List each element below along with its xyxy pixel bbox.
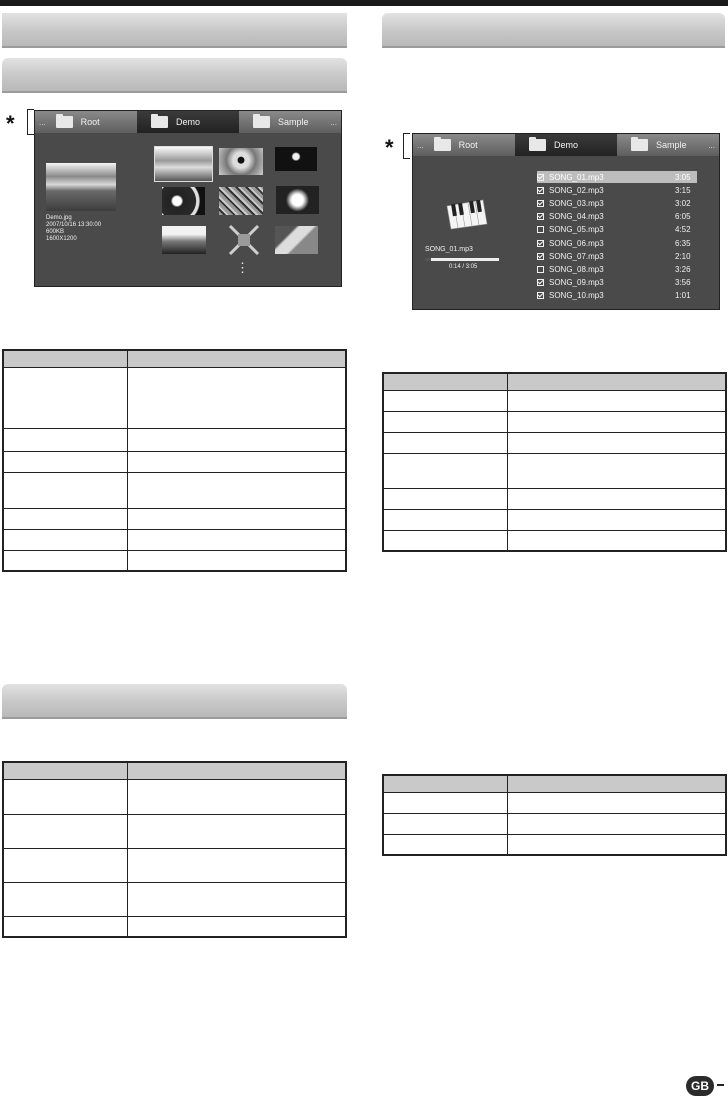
folder-icon [56,116,73,128]
music-browser-screen [412,133,720,310]
table-row [383,489,726,510]
photo-thumbnail[interactable] [276,186,319,214]
playback-time: 0:14 / 3:05 [449,264,478,270]
song-row[interactable] [537,211,697,223]
song-checkbox[interactable] [537,240,544,247]
song-duration: 3:05 [675,172,691,182]
photo-thumbnail[interactable] [219,148,263,175]
table-row [3,917,346,937]
table-header-cell [507,373,726,391]
more-photos-indicator: ⋮ [236,260,249,275]
song-name: SONG_10.mp3 [549,291,604,301]
tab-root[interactable] [35,111,137,133]
photo-thumbnail[interactable] [162,226,206,254]
song-name: SONG_08.mp3 [549,264,604,274]
table-row [3,368,346,429]
table-row [383,412,726,433]
photo-resolution: 1600X1200 [46,236,77,242]
folder-icon [529,139,546,151]
tab-sample-label: Sample [278,117,309,127]
selected-photo-preview [46,163,116,211]
folder-icon [253,116,270,128]
table-header-cell [383,775,507,793]
table-row [3,780,346,815]
tab-root-prefix: ... [417,140,424,150]
photo-filename: Demo.jpg [46,215,72,221]
tab-root-label: Root [80,117,100,127]
folder-icon [631,139,648,151]
page-top-rule [0,0,728,6]
folder-icon [434,139,451,151]
table-row [383,531,726,551]
song-duration: 1:01 [675,291,691,301]
song-name: SONG_02.mp3 [549,185,604,195]
song-duration: 3:56 [675,278,691,288]
song-duration: 6:35 [675,238,691,248]
tab-demo-label: Demo [554,140,579,150]
tab-root-prefix: ... [39,117,46,127]
table-row [383,793,726,814]
tab-sample[interactable] [617,134,719,156]
tab-root-label: Root [458,140,478,150]
photo-thumbnail[interactable] [275,226,318,254]
page-language-badge: GB [686,1076,714,1096]
song-checkbox[interactable] [537,279,544,286]
photo-browser-screen [34,110,342,287]
table-row [3,429,346,452]
table-header-cell [3,350,127,368]
music-screen-bracket [403,133,410,159]
right-table-2 [382,774,727,856]
music-mode-header-bar [382,13,725,48]
photo-mode-header-bar [2,58,347,93]
music-screen-marker: * [385,135,394,160]
piano-icon [443,196,491,230]
song-row[interactable] [537,197,697,209]
tab-demo-label: Demo [176,117,201,127]
table-row [383,814,726,835]
song-duration: 6:05 [675,212,691,222]
left-table-2 [2,761,347,938]
table-row [383,835,726,855]
left-lower-header-bar [2,684,347,719]
song-checkbox[interactable] [537,200,544,207]
photo-thumbnail[interactable] [275,147,317,171]
song-name: SONG_07.mp3 [549,251,604,261]
song-row[interactable] [537,184,697,196]
tab-sample-suffix: ... [330,117,337,127]
photo-screen-bracket [27,109,34,135]
page-number-dash [717,1084,724,1086]
table-row [3,530,346,551]
song-checkbox[interactable] [537,226,544,233]
tab-sample-label: Sample [656,140,687,150]
song-name: SONG_03.mp3 [549,198,604,208]
table-header-row [3,350,346,368]
photo-screen-marker: * [6,111,15,136]
table-row [3,509,346,530]
tab-root[interactable] [413,134,515,156]
song-duration: 2:10 [675,251,691,261]
broken-image-icon [226,222,262,258]
song-row[interactable] [537,237,697,249]
table-header-cell [127,762,346,780]
song-row[interactable] [537,290,697,302]
table-row [3,815,346,849]
tab-demo[interactable] [137,111,239,133]
table-header-cell [3,762,127,780]
table-header-row [383,373,726,391]
photo-size: 600KB [46,229,65,235]
photo-thumbnail[interactable] [162,187,205,215]
table-row [3,883,346,917]
table-header-cell [383,373,507,391]
table-header-cell [127,350,346,368]
tab-sample-suffix: ... [708,140,715,150]
song-name: SONG_01.mp3 [549,172,604,182]
photo-thumbnail[interactable] [154,146,213,182]
song-duration: 4:52 [675,225,691,235]
table-row [3,849,346,883]
right-table-1 [382,372,727,552]
song-checkbox[interactable] [537,292,544,299]
song-name: SONG_09.mp3 [549,278,604,288]
photo-datetime: 2007/10/16 13:30:00 [46,222,102,228]
table-header-row [3,762,346,780]
table-row [383,391,726,412]
table-row [383,510,726,531]
song-name: SONG_05.mp3 [549,225,604,235]
music-folder-tabs [413,134,719,156]
photo-thumbnail[interactable] [219,187,263,215]
song-row[interactable] [537,277,697,289]
song-row[interactable] [537,250,697,262]
table-header-row [383,775,726,793]
tab-sample[interactable] [239,111,341,133]
song-checkbox[interactable] [537,213,544,220]
playback-progress-bar[interactable] [425,258,499,261]
left-table-1 [2,349,347,572]
now-playing-title: SONG_01.mp3 [425,246,473,253]
song-row[interactable] [537,224,697,236]
song-checkbox[interactable] [537,174,544,181]
table-row [3,473,346,509]
song-checkbox[interactable] [537,253,544,260]
table-header-cell [507,775,726,793]
table-row [3,551,346,571]
song-duration: 3:26 [675,264,691,274]
photo-folder-tabs [35,111,341,133]
song-checkbox[interactable] [537,266,544,273]
table-row [3,452,346,473]
table-row [383,454,726,489]
tab-demo[interactable] [515,134,617,156]
song-name: SONG_04.mp3 [549,212,604,222]
left-section-header-bar [2,13,347,48]
photo-info [46,215,101,243]
song-duration: 3:02 [675,198,691,208]
song-duration: 3:15 [675,185,691,195]
song-checkbox[interactable] [537,187,544,194]
song-row[interactable] [537,263,697,275]
song-row[interactable] [537,171,697,183]
table-row [383,433,726,454]
folder-icon [151,116,168,128]
playback-progress-fill [425,258,431,261]
song-name: SONG_06.mp3 [549,238,604,248]
